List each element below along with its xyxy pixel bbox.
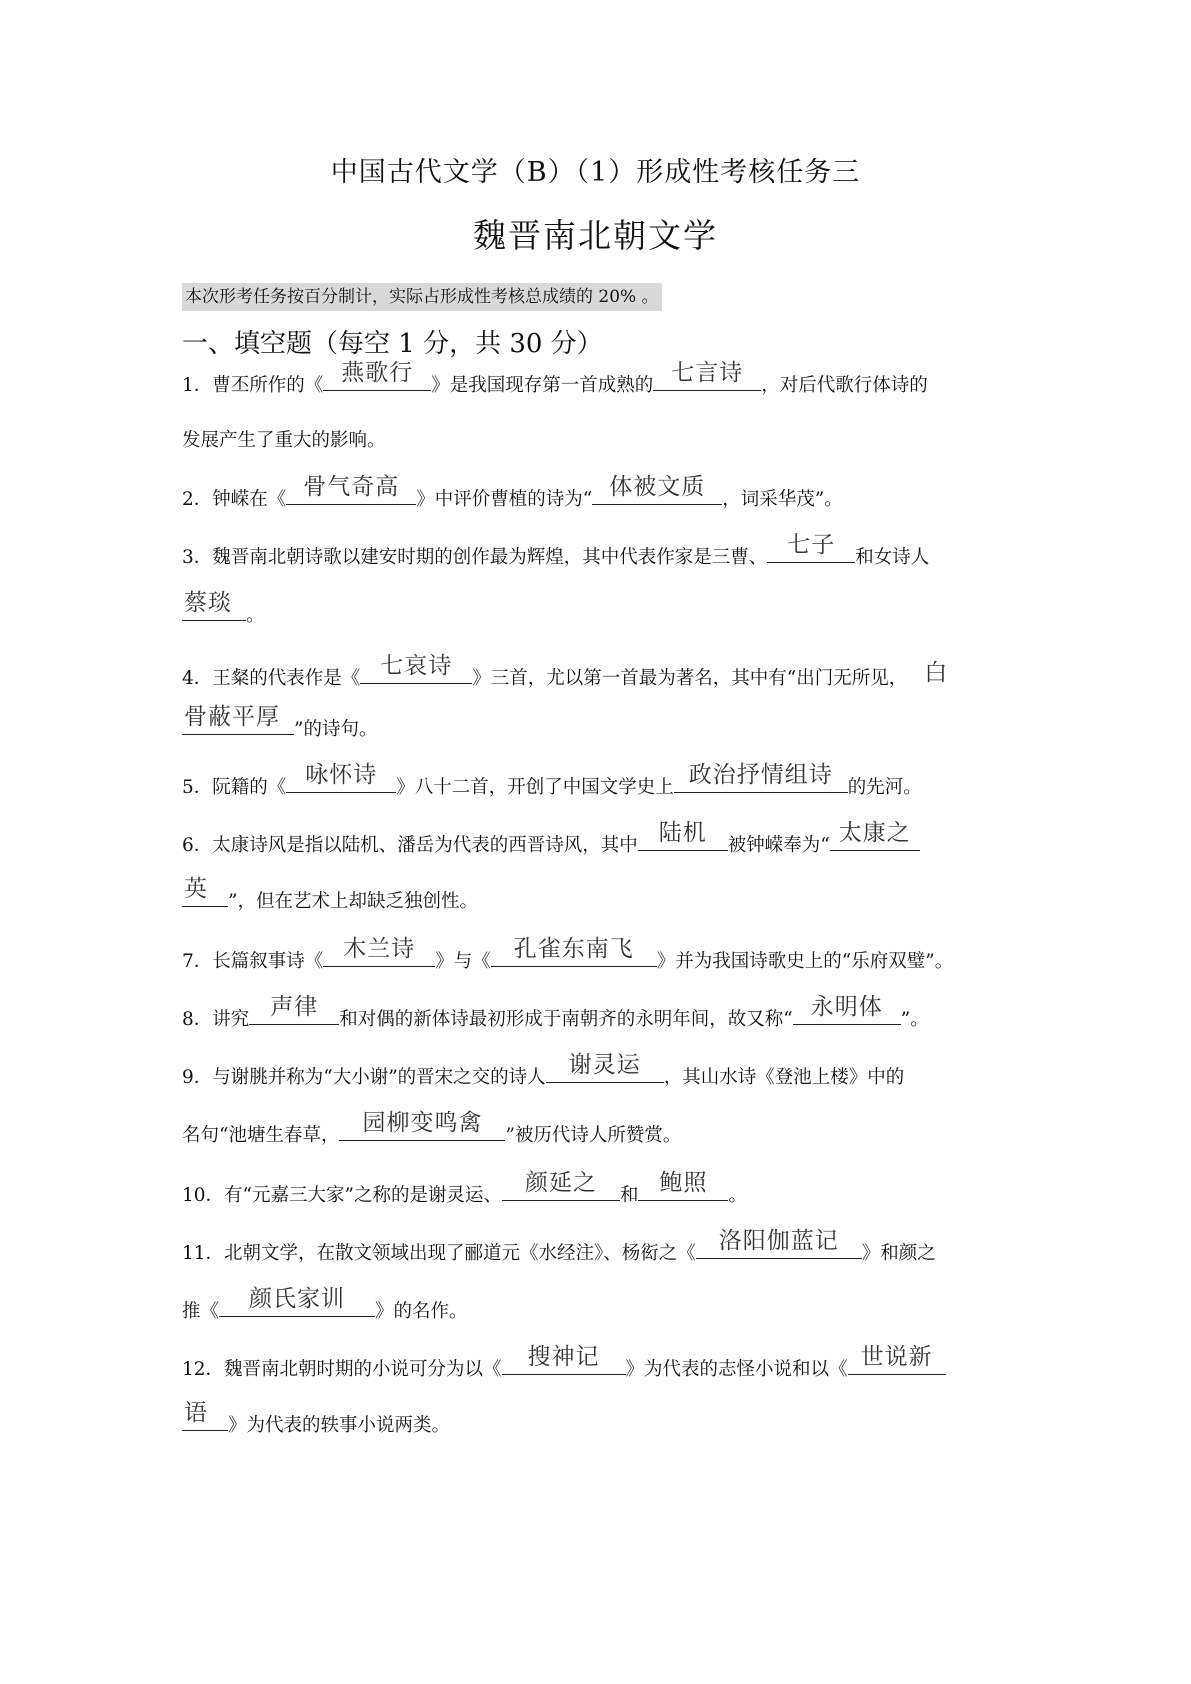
question-4-line-2: 骨蔽平厚 ”的诗句。 — [182, 714, 377, 741]
answer-blank[interactable] — [286, 474, 416, 505]
handwritten-answer: 咏怀诗 — [305, 762, 378, 788]
answer-blank[interactable] — [546, 1052, 664, 1083]
handwritten-answer: 孔雀东南飞 — [513, 936, 634, 962]
question-3-line-2: 蔡琰 。 — [182, 600, 265, 627]
question-6-line-1: 6．太康诗风是指以陆机、潘岳为代表的西晋诗风，其中 陆机 被钟嵘奉为“ 太康之 — [182, 830, 920, 857]
question-12-line-1: 12．魏晋南北朝时期的小说可分为以《 搜神记 》为代表的志怪小说和以《 世说新 — [182, 1354, 946, 1381]
question-3-line-1: 3．魏晋南北朝诗歌以建安时期的创作最为辉煌，其中代表作家是三曹、 七子 和女诗人 — [182, 542, 929, 569]
handwritten-answer: 颜延之 — [524, 1170, 597, 1196]
handwritten-answer: 颜氏家训 — [249, 1286, 346, 1312]
answer-blank[interactable] — [491, 936, 657, 967]
answer-blank[interactable] — [360, 653, 472, 684]
answer-blank[interactable] — [653, 360, 761, 391]
question-1-line-2: 发展产生了重大的影响。 — [182, 430, 386, 451]
handwritten-answer: 燕歌行 — [341, 360, 414, 386]
answer-blank[interactable] — [249, 994, 339, 1025]
section-heading-fill-in: 一、填空题（每空 1 分，共 30 分） — [182, 329, 603, 359]
handwritten-answer: 木兰诗 — [343, 936, 416, 962]
handwritten-answer: 永明体 — [810, 994, 883, 1020]
answer-blank[interactable] — [793, 994, 901, 1025]
answer-blank[interactable] — [638, 1170, 728, 1201]
question-8: 8．讲究 声律 和对偶的新体诗最初形成于南朝齐的永明年间，故又称“ 永明体 ”。 — [182, 1004, 929, 1031]
handwritten-answer: 陆机 — [658, 820, 707, 846]
answer-blank[interactable] — [323, 936, 435, 967]
answer-blank[interactable] — [502, 1344, 626, 1375]
answer-blank[interactable] — [286, 762, 396, 793]
handwritten-answer: 洛阳伽蓝记 — [718, 1228, 839, 1254]
question-4-line-1: 4．王粲的代表作是《 七哀诗 》三首，尤以第一首最为著名，其中有“出门无所见， 白 — [182, 658, 947, 691]
answer-blank[interactable] — [767, 532, 855, 563]
handwritten-answer: 谢灵运 — [568, 1052, 641, 1078]
answer-blank[interactable] — [182, 1400, 228, 1431]
handwritten-answer: 骨气奇高 — [303, 474, 400, 500]
handwritten-answer: 政治抒情组诗 — [688, 762, 833, 788]
handwritten-answer: 语 — [184, 1400, 208, 1426]
answer-blank[interactable] — [339, 1110, 505, 1141]
question-7: 7．长篇叙事诗《 木兰诗 》与《 孔雀东南飞 》并为我国诗歌史上的“乐府双璧”。 — [182, 946, 953, 973]
answer-blank[interactable] — [638, 820, 728, 851]
document-title: 中国古代文学（B）（1）形成性考核任务三 — [330, 157, 861, 188]
handwritten-answer: 英 — [184, 876, 208, 902]
answer-blank[interactable] — [502, 1170, 620, 1201]
handwritten-answer: 鲍照 — [659, 1170, 708, 1196]
handwritten-answer: 太康之 — [838, 820, 911, 846]
handwritten-answer: 蔡琰 — [184, 590, 232, 616]
answer-blank[interactable] — [182, 876, 228, 907]
handwritten-answer: 七子 — [787, 532, 836, 558]
question-12-line-2: 语 》为代表的轶事小说两类。 — [182, 1410, 450, 1437]
handwritten-answer: 七言诗 — [671, 360, 744, 386]
answer-blank[interactable] — [219, 1286, 375, 1317]
question-6-line-2: 英 ”，但在艺术上却缺乏独创性。 — [182, 886, 478, 913]
question-5: 5．阮籍的《 咏怀诗 》八十二首，开创了中国文学史上 政治抒情组诗 的先河。 — [182, 772, 922, 799]
handwritten-answer: 搜神记 — [527, 1344, 600, 1370]
answer-blank[interactable] — [674, 762, 848, 793]
handwritten-answer: 七哀诗 — [380, 653, 453, 679]
scoring-note: 本次形考任务按百分制计，实际占形成性考核总成绩的 20% 。 — [182, 283, 662, 311]
question-2: 2．钟嵘在《 骨气奇高 》中评价曹植的诗为“ 体被文质 ，词采华茂”。 — [182, 484, 843, 511]
answer-blank[interactable] — [592, 474, 722, 505]
answer-blank[interactable] — [182, 590, 246, 621]
question-1-line-1: 1．曹丕所作的《 燕歌行 》是我国现存第一首成熟的 七言诗 ，对后代歌行体诗的 — [182, 370, 928, 397]
handwritten-answer: 体被文质 — [609, 474, 706, 500]
handwritten-answer: 声律 — [270, 994, 319, 1020]
answer-blank[interactable] — [323, 360, 431, 391]
question-11-line-2: 推《 颜氏家训 》的名作。 — [182, 1296, 468, 1323]
handwritten-answer: 世说新 — [860, 1344, 933, 1370]
answer-blank[interactable] — [182, 704, 294, 735]
answer-blank[interactable] — [696, 1228, 862, 1259]
handwritten-answer: 园柳变鸣禽 — [362, 1110, 483, 1136]
handwritten-answer: 白 — [924, 660, 948, 686]
document-subtitle: 魏晋南北朝文学 — [473, 216, 718, 255]
question-11-line-1: 11．北朝文学，在散文领域出现了郦道元《水经注》、杨衒之《 洛阳伽蓝记 》和颜之 — [182, 1238, 936, 1265]
question-10: 10．有“元嘉三大家”之称的是谢灵运、 颜延之 和 鲍照 。 — [182, 1180, 747, 1207]
answer-blank[interactable] — [848, 1344, 946, 1375]
question-9-line-1: 9．与谢朓并称为“大小谢”的晋宋之交的诗人 谢灵运 ，其山水诗《登池上楼》中的 — [182, 1062, 904, 1089]
handwritten-answer: 骨蔽平厚 — [184, 704, 280, 730]
question-9-line-2: 名句“池塘生春草， 园柳变鸣禽 ”被历代诗人所赞赏。 — [182, 1120, 681, 1147]
answer-blank[interactable] — [830, 820, 920, 851]
